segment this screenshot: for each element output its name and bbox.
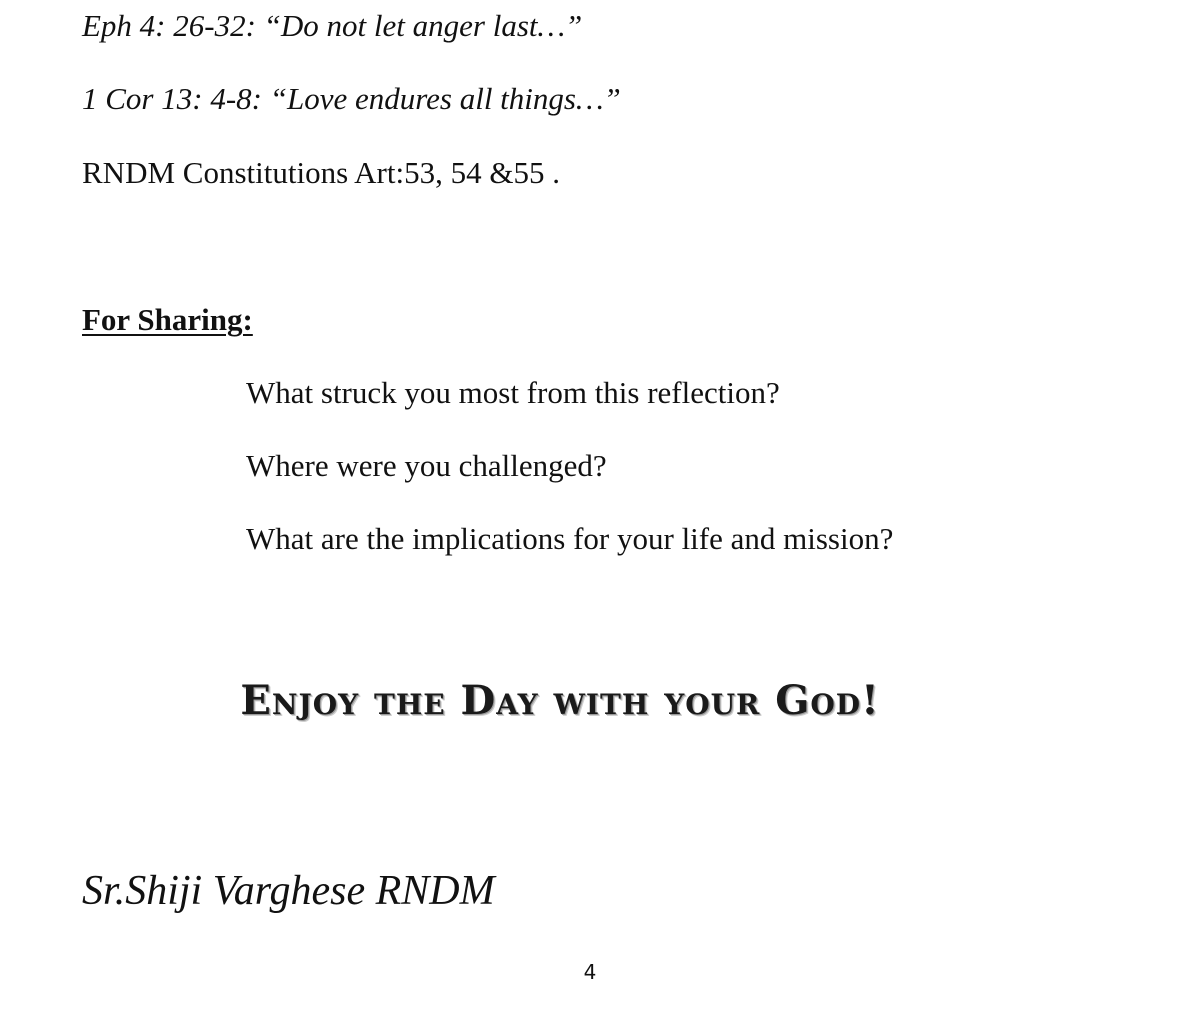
closing-blessing: [0, 676, 1120, 726]
sharing-question-1: What struck you most from this reflection?: [246, 375, 780, 410]
scripture-reference-corinthians: 1 Cor 13: 4-8: “Love endures all things…”: [82, 81, 621, 116]
author-signature: Sr.Shiji Varghese RNDM: [82, 868, 495, 914]
constitutions-reference: RNDM Constitutions Art:53, 54 &55 .: [82, 155, 560, 190]
closing-blessing-text: Enjoy the Day with your God!: [240, 677, 880, 724]
page-number: 4: [583, 960, 597, 984]
scripture-reference-ephesians: Eph 4: 26-32: “Do not let anger last…”: [82, 8, 583, 43]
sharing-question-3: What are the implications for your life and mission?: [246, 521, 894, 556]
sharing-heading: For Sharing:: [82, 302, 253, 337]
sharing-question-2: Where were you challenged?: [246, 448, 607, 483]
